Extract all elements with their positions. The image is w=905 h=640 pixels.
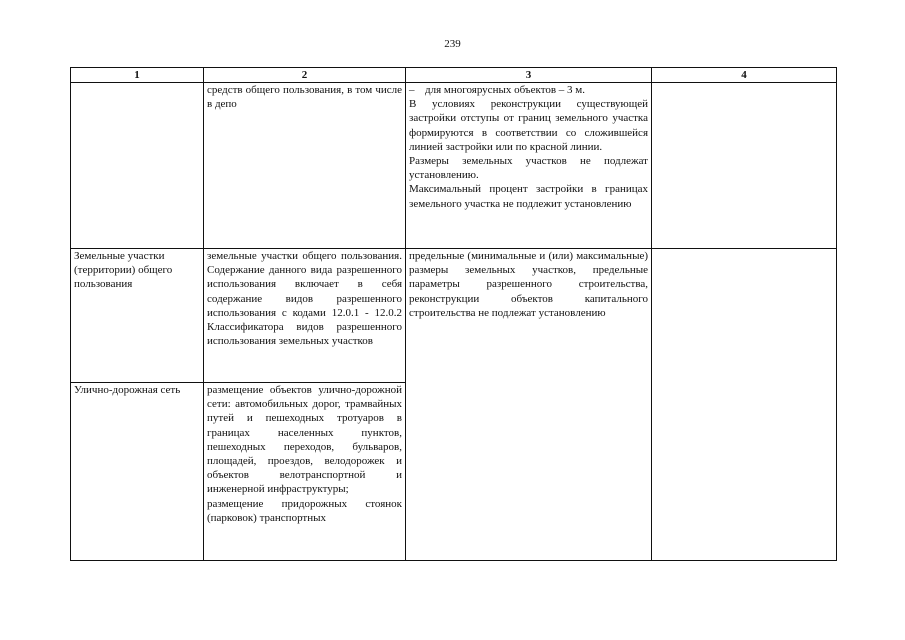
page-number: 239 (444, 38, 461, 50)
row3-col2 (204, 383, 406, 561)
row1-col4 (652, 83, 837, 249)
row2-col4 (652, 249, 837, 561)
row3-col2-item-2: размещение придорожных стоянок (парковок) транспортных (207, 497, 402, 524)
row1-col2 (204, 83, 406, 249)
header-col-4: 4 (652, 68, 837, 83)
row3-col1: Улично-дорожная сеть (71, 383, 204, 561)
row1-col1 (71, 83, 204, 249)
header-col-2: 2 (204, 68, 406, 83)
header-col-3: 3 (406, 68, 652, 83)
row1-col3-item-1: – для многоярусных объектов – 3 м. (409, 84, 586, 96)
row1-col2-text: средств общего пользования, в том числе в депо (207, 84, 402, 111)
row1-col3-item-4: Максимальный процент застройки в границах земельного участка не подлежит установлению (409, 183, 648, 210)
row3-col2-item-1: размещение объектов улично-дорожной сети: автомобильных дорог, трамвайных путей и пешеходных тротуаров в границах населенных пунктов, пешеходных переходов, бульваров, площадей, проездов, велодорожек и объектов велотранспортной и инженерной инфраструктуры; (207, 384, 402, 496)
row2-col2: земельные участки общего пользования. Содержание данного вида разрешенного использования включает в себя содержание видов разрешенного использования с кодами 12.0.1 - 12.0.2 Классификатора видов разрешенного использования земельных участков (204, 249, 406, 383)
table-row (71, 249, 837, 383)
row1-col3-item-3: Размеры земельных участков не подлежат установлению. (409, 155, 648, 182)
table-header-row (71, 68, 837, 83)
row1-col3-item-2: В условиях реконструкции существующей застройки отступы от границ земельного участка формируются в соответствии со сложившейся линией застройки или по красной линии. (409, 98, 648, 153)
regulations-table (70, 67, 837, 561)
dash-marker: – (409, 84, 415, 96)
table-row (71, 83, 837, 249)
header-col-1: 1 (71, 68, 204, 83)
row2-col3: предельные (минимальные и (или) максимальные) размеры земельных участков, предельные параметры разрешенного строительства, реконструкции объектов капитального строительства не подлежат установлению (406, 249, 652, 561)
row1-col3 (406, 83, 652, 249)
row2-col1: Земельные участки (территории) общего пользования (71, 249, 204, 383)
